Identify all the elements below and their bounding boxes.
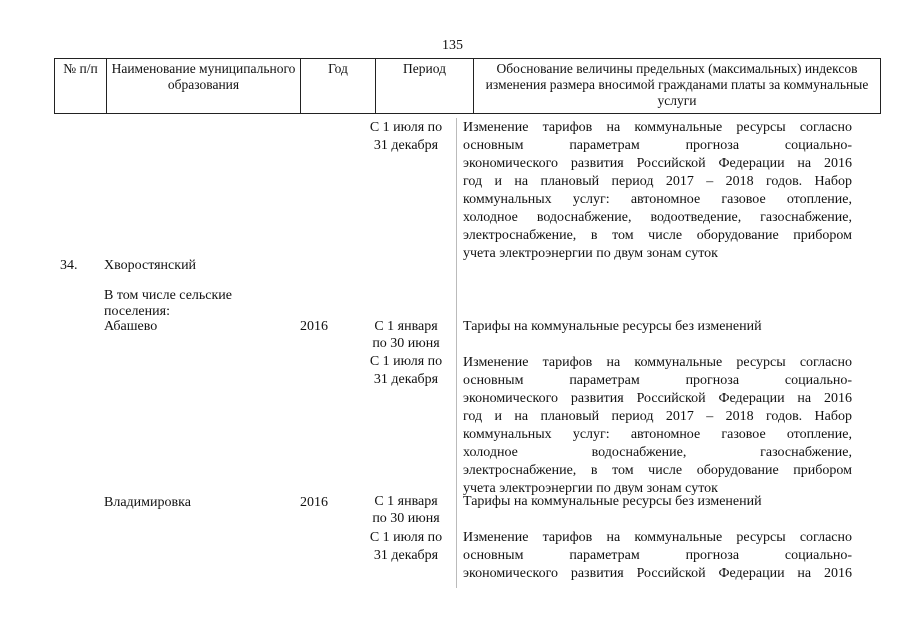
settlement-justification xyxy=(463,529,852,583)
subheading-line: поселения: xyxy=(104,304,170,319)
text-line: Изменение тарифов на коммунальные ресурсы согласно xyxy=(463,530,852,545)
settlement-name: Владимировка xyxy=(104,495,191,510)
text-line: год и на плановый период 2017 – 2018 годов. Набор xyxy=(463,409,852,424)
text-line: Изменение тарифов на коммунальные ресурсы согласно xyxy=(463,120,852,135)
period-line: по 30 июня xyxy=(372,336,440,351)
settlement-year: 2016 xyxy=(300,319,328,334)
period-line: С 1 июля по xyxy=(369,530,443,545)
period-line: С 1 июля по xyxy=(369,120,443,135)
page-number: 135 xyxy=(442,38,463,53)
period-line: 31 декабря xyxy=(373,372,439,387)
text-line: коммунальных услуг: автономное газовое отопление, xyxy=(463,427,852,442)
settlement-period-2 xyxy=(358,353,454,389)
settlement-text-1: Тарифы на коммунальные ресурсы без изменений xyxy=(463,319,762,334)
district-name: Хворостянский xyxy=(104,258,197,273)
text-line: экономического развития Российской Федерации на 2016 xyxy=(463,156,852,171)
header-name: Наименование муниципального образования xyxy=(107,59,301,114)
text-line: основным параметрам прогноза социально- xyxy=(463,138,852,153)
period-line: С 1 июля по xyxy=(369,354,443,369)
period-line: С 1 января xyxy=(374,494,438,509)
settlement-period-1 xyxy=(358,318,454,352)
text-line: учета электроэнергии по двум зонам суток xyxy=(463,481,718,496)
continued-period xyxy=(358,119,454,155)
text-line: электроснабжение, в том числе оборудование прибором xyxy=(463,463,852,478)
settlement-period-1 xyxy=(358,493,454,527)
text-line: год и на плановый период 2017 – 2018 годов. Набор xyxy=(463,174,852,189)
subheading-line: В том числе сельские xyxy=(104,288,233,303)
header-num: № п/п xyxy=(55,59,107,114)
text-line: учета электроэнергии по двум зонам суток xyxy=(463,246,718,261)
text-line: холодное водоснабжение, газоснабжение, xyxy=(463,445,852,460)
header-row xyxy=(55,59,881,114)
text-line: коммунальных услуг: автономное газовое отопление, xyxy=(463,192,852,207)
header-year: Год xyxy=(301,59,376,114)
table-header xyxy=(54,58,881,114)
text-line: основным параметрам прогноза социально- xyxy=(463,373,852,388)
text-line: экономического развития Российской Федерации на 2016 xyxy=(463,566,852,581)
settlement-text-1: Тарифы на коммунальные ресурсы без изменений xyxy=(463,494,762,509)
settlement-period-2 xyxy=(358,529,454,565)
text-line: холодное водоснабжение, водоотведение, газоснабжение, xyxy=(463,210,852,225)
header-period: Период xyxy=(376,59,474,114)
text-line: основным параметрам прогноза социально- xyxy=(463,548,852,563)
text-line: экономического развития Российской Федерации на 2016 xyxy=(463,391,852,406)
column-divider xyxy=(456,118,457,588)
header-justification: Обоснование величины предельных (максимальных) индексов изменения размера вносимой гражданами платы за коммунальные услуги xyxy=(474,59,881,114)
settlement-name: Абашево xyxy=(104,319,158,334)
period-line: 31 декабря xyxy=(373,548,439,563)
period-line: по 30 июня xyxy=(372,511,440,526)
period-line: 31 декабря xyxy=(373,138,439,153)
period-line: С 1 января xyxy=(374,319,438,334)
settlement-justification xyxy=(463,354,852,498)
settlement-year: 2016 xyxy=(300,495,328,510)
district-number: 34. xyxy=(60,258,78,273)
subheading xyxy=(104,287,232,321)
text-line: Изменение тарифов на коммунальные ресурсы согласно xyxy=(463,355,852,370)
continued-justification xyxy=(463,119,852,263)
text-line: электроснабжение, в том числе оборудование прибором xyxy=(463,228,852,243)
